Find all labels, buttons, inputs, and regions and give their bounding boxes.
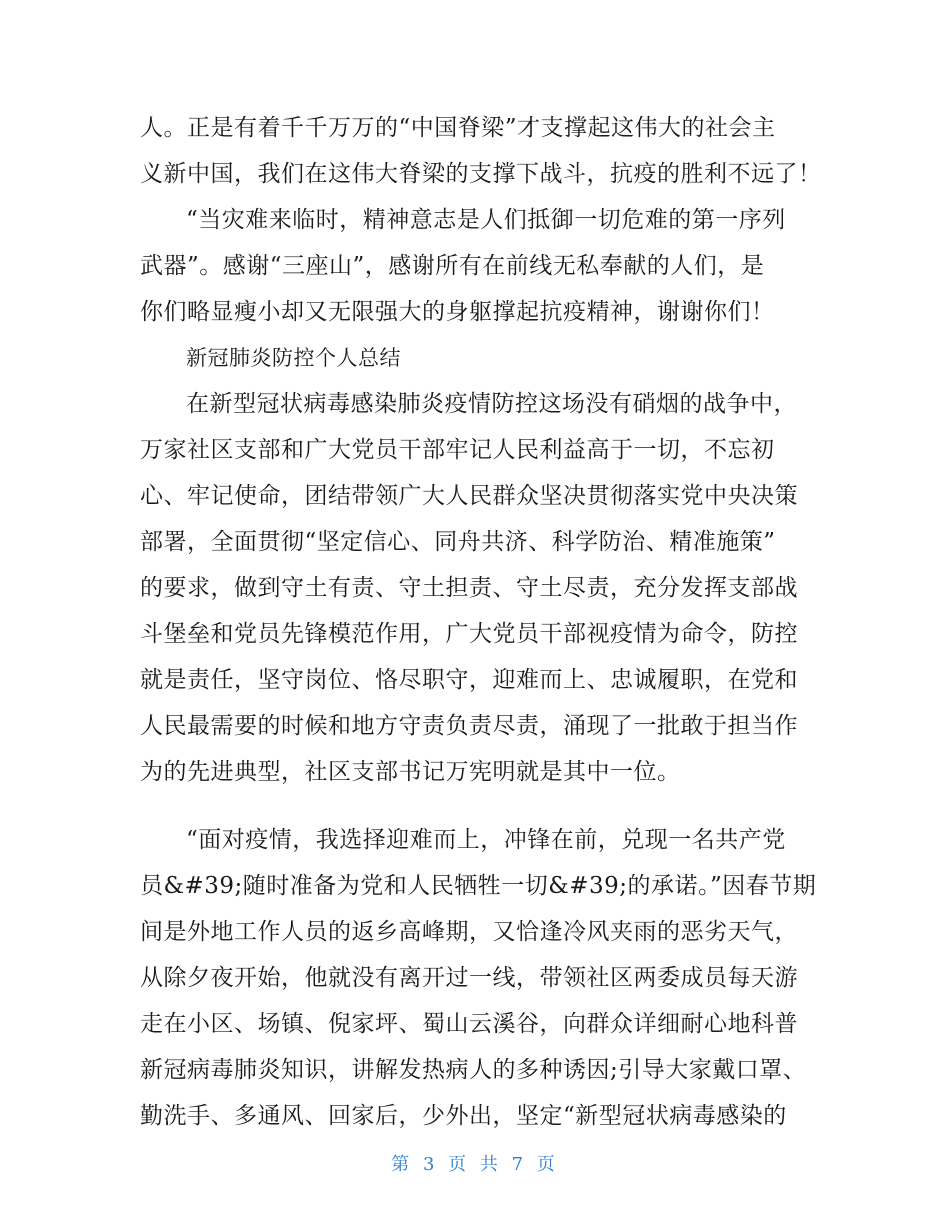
text-line: 万家社区支部和广大党员干部牢记人民利益高于一切，不忘初 bbox=[140, 437, 775, 463]
page-number: 第 3 页 共 7 页 bbox=[391, 1154, 559, 1175]
section-heading: 新冠肺炎防控个人总结 bbox=[186, 346, 401, 370]
text-line: 新冠病毒肺炎知识，讲解发热病人的多种诱因;引导大家戴口罩、 bbox=[140, 1057, 807, 1083]
text-line: 为的先进典型，社区支部书记万宪明就是其中一位。 bbox=[140, 759, 681, 785]
text-line: 在新型冠状病毒感染肺炎疫情防控这场没有硝烟的战争中， bbox=[186, 391, 797, 417]
text-line: 斗堡垒和党员先锋模范作用，广大党员干部视疫情为命令，防控 bbox=[140, 621, 798, 647]
text-line: 部署，全面贯彻“坚定信心、同舟共济、科学防治、精准施策” bbox=[140, 529, 776, 555]
text-line: 就是责任，坚守岗位、恪尽职守，迎难而上、忠诚履职，在党和 bbox=[140, 667, 798, 693]
text-line: “面对疫情，我选择迎难而上，冲锋在前，兑现一名共产党 bbox=[186, 827, 786, 853]
text-line: 义新中国，我们在这伟大脊梁的支撑下战斗，抗疫的胜利不远了！ bbox=[140, 161, 822, 187]
text-line: 你们略显瘦小却又无限强大的身躯撑起抗疫精神，谢谢你们！ bbox=[140, 299, 775, 325]
text-line: 勤洗手、多通风、回家后，少外出，坚定“新型冠状病毒感染的 bbox=[140, 1103, 787, 1129]
text-line: 员&#39;随时准备为党和人民牺牲一切&#39;的承诺。”因春节期 bbox=[140, 873, 817, 899]
text-line: 走在小区、场镇、倪家坪、蜀山云溪谷，向群众详细耐心地科普 bbox=[140, 1011, 798, 1037]
text-line: 武器”。感谢“三座山”，感谢所有在前线无私奉献的人们，是 bbox=[140, 253, 765, 279]
text-line: 人。正是有着千千万万的“中国脊梁”才支撑起这伟大的社会主 bbox=[140, 115, 776, 141]
text-line: 间是外地工作人员的返乡高峰期，又恰逢冷风夹雨的恶劣天气， bbox=[140, 919, 798, 945]
text-line: 人民最需要的时候和地方守责负责尽责，涌现了一批敢于担当作 bbox=[140, 713, 798, 739]
text-line: “当灾难来临时，精神意志是人们抵御一切危难的第一序列 bbox=[186, 207, 786, 233]
text-line: 从除夕夜开始，他就没有离开过一线，带领社区两委成员每天游 bbox=[140, 965, 798, 991]
text-line: 的要求，做到守土有责、守土担责、守土尽责，充分发挥支部战 bbox=[140, 575, 798, 601]
text-line: 心、牢记使命，团结带领广大人民群众坚决贯彻落实党中央决策 bbox=[140, 483, 798, 509]
